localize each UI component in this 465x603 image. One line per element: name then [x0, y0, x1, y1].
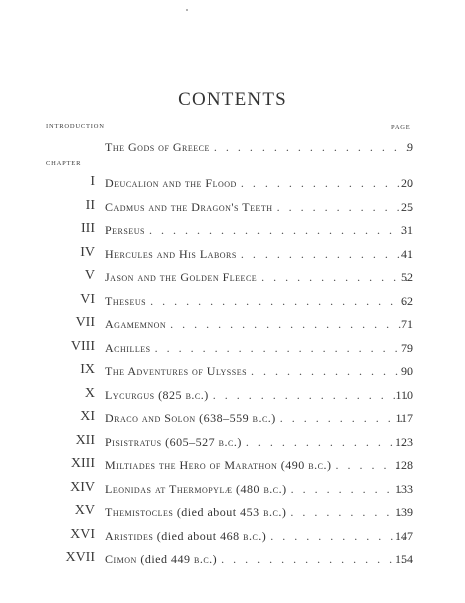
paper-speck: [186, 9, 188, 11]
chapter-date: (died 449 b.c.): [140, 552, 218, 566]
dot-leader: [277, 200, 411, 215]
chapter-date: (605–527 b.c.): [165, 435, 242, 449]
chapter-numeral: X: [84, 386, 95, 401]
page-number: 123: [395, 435, 413, 449]
toc-chapter-row[interactable]: [0, 339, 465, 357]
chapter-numeral: VII: [75, 315, 95, 330]
page-number: 154: [395, 552, 413, 566]
page-number: 62: [401, 294, 413, 308]
chapter-title: Leonidas at Thermopylæ: [105, 482, 233, 496]
dot-leader: [251, 364, 411, 379]
page-number: 117: [395, 411, 413, 425]
chapter-numeral: IV: [80, 245, 95, 260]
toc-chapter-row[interactable]: [0, 198, 465, 216]
chapter-numeral: XV: [74, 503, 95, 518]
chapter-numeral: XII: [75, 433, 95, 448]
toc-chapter-row[interactable]: [0, 527, 465, 545]
toc-chapter-row[interactable]: [0, 409, 465, 427]
chapter-title: Miltiades the Hero of Marathon: [105, 458, 278, 472]
toc-chapter-row[interactable]: [0, 221, 465, 239]
chapter-title: Cimon: [105, 552, 137, 566]
toc-chapter-row[interactable]: [0, 433, 465, 451]
chapter-date: (825 b.c.): [158, 388, 209, 402]
page-number: 52: [401, 270, 413, 284]
chapter-numeral: II: [85, 198, 95, 213]
toc-chapter-row[interactable]: [0, 503, 465, 521]
page-number: 9: [407, 140, 413, 154]
chapter-numeral: I: [90, 174, 95, 189]
chapter-numeral: XI: [80, 409, 95, 424]
page-number: 147: [395, 529, 413, 543]
introduction-label: INTRODUCTION: [46, 123, 105, 130]
chapter-numeral: XVI: [70, 527, 95, 542]
chapter-title: The Adventures of Ulysses: [105, 364, 248, 378]
toc-chapter-row[interactable]: [0, 456, 465, 474]
chapter-title: Hercules and His Labors: [105, 247, 237, 261]
dot-leader: [213, 388, 411, 403]
dot-leader: [241, 176, 411, 191]
chapter-numeral: IX: [80, 362, 95, 377]
toc-introduction-row[interactable]: [0, 138, 465, 156]
chapter-title: Jason and the Golden Fleece: [105, 270, 258, 284]
page-number: 20: [401, 176, 413, 190]
chapter-title: Perseus: [105, 223, 145, 237]
dot-leader: [246, 435, 411, 450]
page-number: 25: [401, 200, 413, 214]
dot-leader: [241, 247, 411, 262]
chapter-date: (490 b.c.): [280, 458, 332, 472]
page-number: 133: [395, 482, 413, 496]
entry-title: The Gods of Greece: [105, 140, 210, 154]
dot-leader: [170, 317, 411, 332]
toc-chapter-row[interactable]: [0, 292, 465, 310]
dot-leader: [270, 529, 411, 544]
toc-chapter-row[interactable]: [0, 550, 465, 568]
page-number: 128: [395, 458, 413, 472]
page-number: 71: [401, 317, 413, 331]
chapter-date: (died about 468 b.c.): [156, 529, 267, 543]
dot-leader: [290, 505, 411, 520]
toc-chapter-row[interactable]: [0, 480, 465, 498]
chapter-title: Lycurgus: [105, 388, 155, 402]
dot-leader: [149, 223, 411, 238]
page-number: 41: [401, 247, 413, 261]
dot-leader: [221, 552, 411, 567]
chapter-numeral: VIII: [70, 339, 95, 354]
chapter-title: Themistocles: [105, 505, 174, 519]
toc-chapter-row[interactable]: [0, 174, 465, 192]
page-title: CONTENTS: [178, 89, 287, 110]
chapter-title: Deucalion and the Flood: [105, 176, 237, 190]
dot-leader: [214, 140, 411, 155]
chapter-date: (638–559 b.c.): [199, 411, 276, 425]
chapter-numeral: III: [81, 221, 95, 236]
toc-chapter-row[interactable]: [0, 268, 465, 286]
dot-leader: [150, 294, 411, 309]
chapter-label: CHAPTER: [46, 160, 82, 167]
chapter-numeral: XVII: [65, 550, 95, 565]
page-number: 79: [401, 341, 413, 355]
chapter-date: (died about 453 b.c.): [176, 505, 287, 519]
chapter-title: Draco and Solon: [105, 411, 196, 425]
chapter-numeral: XIV: [70, 480, 95, 495]
chapter-date: (480 b.c.): [235, 482, 287, 496]
chapter-title: Aristides: [105, 529, 154, 543]
toc-chapter-row[interactable]: [0, 245, 465, 263]
chapter-numeral: VI: [80, 292, 95, 307]
page-number: 31: [401, 223, 413, 237]
dot-leader: [280, 411, 411, 426]
chapter-title: Pisistratus: [105, 435, 162, 449]
page-number: 139: [395, 505, 413, 519]
dot-leader: [155, 341, 411, 356]
page-number: 90: [401, 364, 413, 378]
toc-chapter-row[interactable]: [0, 315, 465, 333]
dot-leader: [261, 270, 411, 285]
chapter-title: Cadmus and the Dragon's Teeth: [105, 200, 273, 214]
chapter-numeral: V: [84, 268, 95, 283]
chapter-title: Agamemnon: [105, 317, 167, 331]
chapter-title: Achilles: [105, 341, 151, 355]
chapter-numeral: XIII: [70, 456, 95, 471]
page-number: 110: [395, 388, 413, 402]
dot-leader: [291, 482, 411, 497]
chapter-title: Theseus: [105, 294, 147, 308]
toc-chapter-row[interactable]: [0, 386, 465, 404]
page-column-label: PAGE: [391, 124, 411, 131]
toc-chapter-row[interactable]: [0, 362, 465, 380]
